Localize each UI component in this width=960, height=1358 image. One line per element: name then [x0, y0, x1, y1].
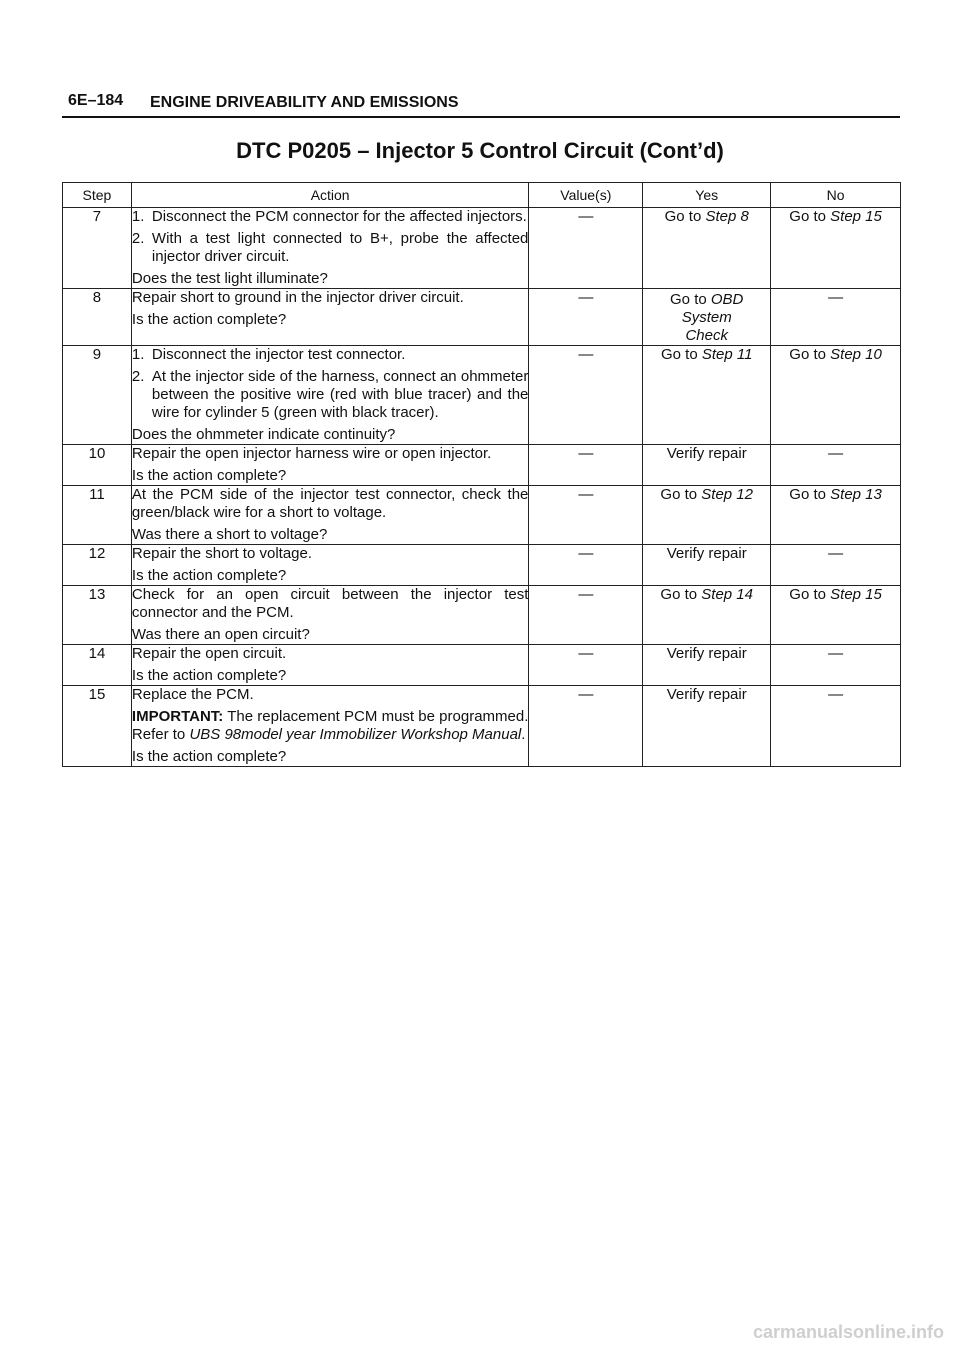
obd-reference-line3: Check: [685, 327, 728, 344]
section-title: ENGINE DRIVEABILITY AND EMISSIONS: [150, 94, 459, 111]
action-item: [132, 368, 528, 422]
table-row: [63, 545, 901, 586]
action-text: Repair short to ground in the injector driver circuit.: [131, 289, 464, 306]
step-number: 11: [63, 486, 132, 545]
yes-cell: [643, 346, 771, 445]
goto-prefix: Go to: [789, 586, 826, 603]
step-reference: Step 13: [830, 486, 882, 503]
item-text: Disconnect the injector test connector.: [151, 346, 406, 363]
no-cell: —: [771, 545, 901, 586]
action-cell: [131, 208, 528, 289]
action-question: Is the action complete?: [131, 567, 287, 584]
step-number: 13: [63, 586, 132, 645]
action-cell: [131, 289, 528, 346]
goto-prefix: Go to: [789, 346, 826, 363]
goto-prefix: Go to: [660, 346, 698, 363]
no-cell: [771, 208, 901, 289]
column-header-action: Action: [131, 183, 528, 208]
action-text: At the PCM side of the injector test connector, check the green/black wire for a short to voltage.: [131, 486, 529, 521]
page-number: 6E–184: [68, 92, 124, 109]
action-question: Was there an open circuit?: [131, 626, 310, 643]
action-item: [132, 230, 528, 266]
table-row: [63, 586, 901, 645]
item-text: With a test light connected to B+, probe the affected injector driver circuit.: [151, 230, 529, 265]
step-number: 9: [63, 346, 132, 445]
item-number: 1.: [131, 208, 145, 225]
action-question: Is the action complete?: [131, 467, 287, 484]
document-title: DTC P0205 – Injector 5 Control Circuit (Cont’d): [236, 138, 724, 163]
yes-cell: Verify repair: [643, 645, 771, 686]
step-number: 8: [63, 289, 132, 346]
no-cell: —: [771, 645, 901, 686]
yes-cell: Verify repair: [643, 445, 771, 486]
action-text: Repair the open injector harness wire or open injector.: [131, 445, 492, 462]
yes-cell: Verify repair: [643, 686, 771, 767]
action-question: Was there a short to voltage?: [131, 526, 328, 543]
no-cell: [771, 586, 901, 645]
action-cell: [131, 586, 528, 645]
value-cell: —: [529, 346, 643, 445]
step-number: 15: [63, 686, 132, 767]
step-reference: Step 15: [830, 586, 882, 603]
diagnostic-table: [62, 182, 901, 767]
important-text: The replacement PCM must be programmed. Refer to: [131, 708, 529, 743]
yes-cell: [643, 289, 771, 346]
action-cell: [131, 445, 528, 486]
step-number: 7: [63, 208, 132, 289]
value-cell: —: [529, 486, 643, 545]
yes-cell: Verify repair: [643, 545, 771, 586]
value-cell: —: [529, 586, 643, 645]
obd-reference: OBD: [710, 291, 744, 308]
goto-prefix: Go to: [660, 486, 698, 503]
column-header-values: Value(s): [529, 183, 643, 208]
goto-prefix: Go to: [670, 291, 707, 308]
important-end: .: [521, 726, 526, 743]
yes-cell: [643, 208, 771, 289]
table-row: [63, 486, 901, 545]
goto-prefix: Go to: [664, 208, 702, 225]
column-header-step: Step: [63, 183, 132, 208]
step-reference: Step 11: [701, 346, 753, 363]
goto-prefix: Go to: [789, 486, 826, 503]
item-number: 1.: [131, 346, 145, 363]
action-text: Check for an open circuit between the injector test connector and the PCM.: [131, 586, 529, 621]
step-reference: Step 15: [830, 208, 882, 225]
watermark: carmanualsonline.info: [752, 1322, 944, 1342]
value-cell: —: [529, 645, 643, 686]
value-cell: —: [529, 445, 643, 486]
action-cell: [131, 645, 528, 686]
action-cell: [131, 545, 528, 586]
value-cell: —: [529, 686, 643, 767]
column-header-yes: Yes: [643, 183, 771, 208]
value-cell: —: [529, 208, 643, 289]
page-header: [62, 88, 900, 118]
action-cell: [131, 346, 528, 445]
important-label: IMPORTANT:: [131, 708, 224, 725]
item-number: 2.: [131, 230, 145, 247]
step-reference: Step 12: [701, 486, 753, 503]
action-item: [132, 208, 528, 226]
table-row: [63, 289, 901, 346]
action-item: [132, 346, 528, 364]
action-cell: [131, 486, 528, 545]
table-row: [63, 346, 901, 445]
action-question: Does the ohmmeter indicate continuity?: [131, 426, 396, 443]
action-question: Is the action complete?: [131, 748, 287, 765]
yes-cell: [643, 586, 771, 645]
action-text: Replace the PCM.: [131, 686, 254, 703]
value-cell: —: [529, 545, 643, 586]
important-note: [132, 708, 528, 744]
goto-prefix: Go to: [789, 208, 826, 225]
step-number: 10: [63, 445, 132, 486]
no-cell: —: [771, 445, 901, 486]
action-text: Repair the open circuit.: [131, 645, 287, 662]
goto-prefix: Go to: [660, 586, 698, 603]
no-cell: [771, 346, 901, 445]
table-header-row: [63, 183, 901, 208]
obd-reference-line2: System: [681, 309, 732, 326]
value-cell: —: [529, 289, 643, 346]
action-question: Is the action complete?: [131, 667, 287, 684]
step-number: 14: [63, 645, 132, 686]
step-reference: Step 10: [830, 346, 882, 363]
yes-cell: [643, 486, 771, 545]
no-cell: [771, 486, 901, 545]
item-text: At the injector side of the harness, connect an ohmmeter between the positive wire (red with blue tracer) and the wire for cylinder 5 (green with black tracer).: [151, 368, 529, 421]
no-cell: —: [771, 686, 901, 767]
table-row: [63, 445, 901, 486]
item-text: Disconnect the PCM connector for the affected injectors.: [151, 208, 527, 225]
table-row: [63, 645, 901, 686]
item-number: 2.: [131, 368, 145, 385]
step-number: 12: [63, 545, 132, 586]
action-cell: [131, 686, 528, 767]
step-reference: Step 14: [701, 586, 753, 603]
step-reference: Step 8: [705, 208, 749, 225]
column-header-no: No: [771, 183, 901, 208]
manual-reference: UBS 98model year Immobilizer Workshop Manual: [189, 726, 522, 743]
table-row: [63, 208, 901, 289]
action-text: Repair the short to voltage.: [131, 545, 313, 562]
action-question: Does the test light illuminate?: [131, 270, 328, 287]
no-cell: —: [771, 289, 901, 346]
table-row: [63, 686, 901, 767]
action-question: Is the action complete?: [131, 311, 287, 328]
